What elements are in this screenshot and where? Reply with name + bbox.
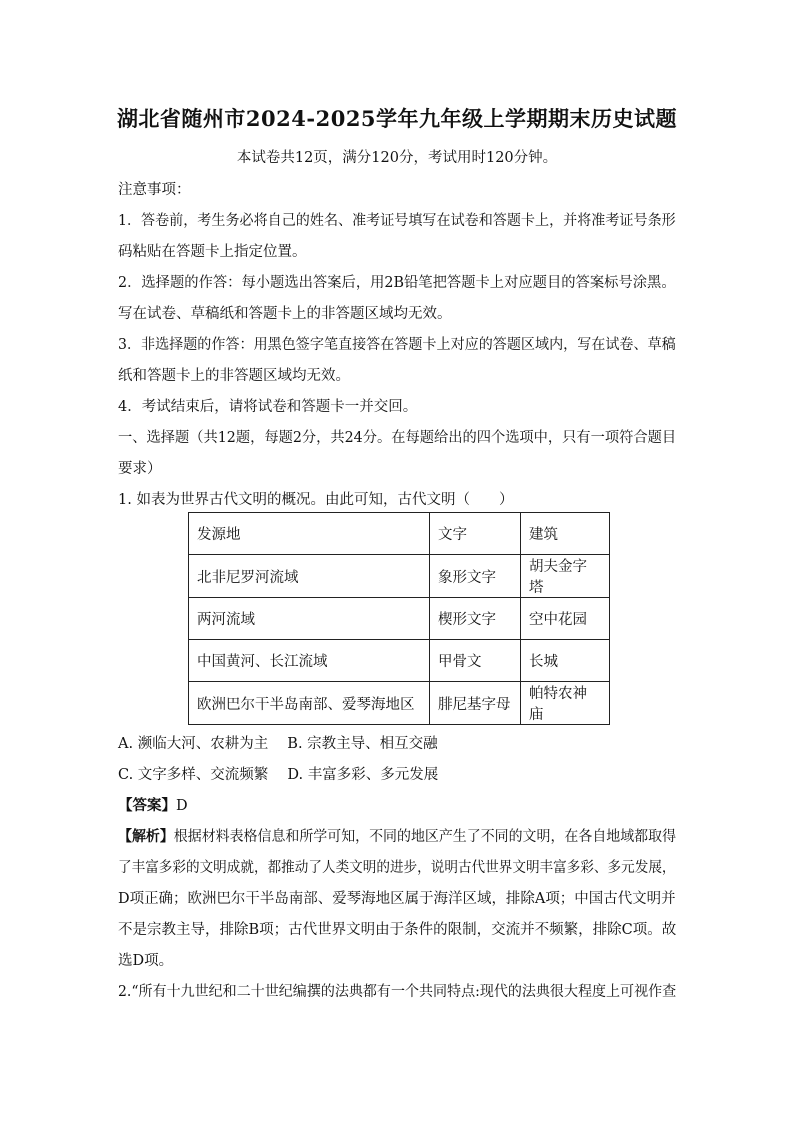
answer-line (118, 794, 188, 815)
note-line: 纸和答题卡上的非答题区域均无效。 (118, 368, 350, 384)
question-1-options-ab: A. 濒临大河、农耕为主 B. 宗教主导、相互交融 (118, 736, 438, 752)
analysis-line: 不是宗教主导，排除B项；古代世界文明由于条件的限制，交流并不频繁，排除C项。故 (118, 922, 677, 938)
note-line: 2．选择题的作答：每小题选出答案后，用2B铅笔把答题卡上对应题目的答案标号涂黑。 (118, 275, 676, 291)
question-1-options-cd: C. 文字多样、交流频繁 D. 丰富多彩、多元发展 (118, 767, 439, 783)
notes-heading: 注意事项： (118, 182, 191, 198)
answer-label: 【答案】 (118, 797, 176, 814)
section-heading-cont: 要求） (118, 461, 162, 477)
analysis-line: D项正确；欧洲巴尔干半岛南部、爱琴海地区属于海洋区域，排除A项；中国古代文明并 (118, 891, 676, 907)
question-1-stem: 1. 如表为世界古代文明的概况。由此可知，古代文明（ ） (118, 492, 514, 508)
table-cell: 长城 (521, 640, 610, 682)
table-row (189, 640, 610, 682)
table-header-row (189, 513, 610, 555)
table-cell: 中国黄河、长江流域 (189, 640, 430, 682)
table-header: 文字 (430, 513, 521, 555)
note-line: 3．非选择题的作答：用黑色签字笔直接答在答题卡上对应的答题区域内，写在试卷、草稿 (118, 337, 676, 353)
note-line: 1．答卷前，考生务必将自己的姓名、准考证号填写在试卷和答题卡上，并将准考证号条形 (118, 213, 676, 229)
table-cell: 象形文字 (430, 555, 521, 598)
note-line: 4．考试结束后，请将试卷和答题卡一并交回。 (118, 399, 418, 415)
table-header: 建筑 (521, 513, 610, 555)
table-cell: 空中花园 (521, 598, 610, 640)
analysis-text: 根据材料表格信息和所学可知，不同的地区产生了不同的文明，在各自地域都取得 (173, 829, 677, 845)
table-header: 发源地 (189, 513, 430, 555)
question-2-stem: 2.“所有十九世纪和二十世纪编撰的法典都有一个共同特点:现代的法典很大程度上可视作查 (118, 984, 677, 1000)
analysis-line: 选D项。 (118, 953, 174, 969)
page-title: 湖北省随州市2024-2025学年九年级上学期期末历史试题 (116, 106, 678, 131)
note-line: 写在试卷、草稿纸和答题卡上的非答题区域均无效。 (118, 306, 452, 322)
table-cell: 两河流域 (189, 598, 430, 640)
civilization-table (188, 512, 610, 725)
table-cell: 北非尼罗河流域 (189, 555, 430, 598)
table-cell: 腓尼基字母 (430, 682, 521, 725)
analysis-line: 了丰富多彩的文明成就，都推动了人类文明的进步，说明古代世界文明丰富多彩、多元发展， (118, 860, 676, 876)
analysis-label: 【解析】 (118, 828, 174, 845)
table-cell: 欧洲巴尔干半岛南部、爱琴海地区 (189, 682, 430, 725)
table-row (189, 682, 610, 725)
table-cell: 楔形文字 (430, 598, 521, 640)
table-cell: 帕特农神庙 (521, 682, 610, 725)
answer-value: D (176, 798, 188, 814)
table-row (189, 598, 610, 640)
section-heading: 一、选择题（共12题，每题2分，共24分。在每题给出的四个选项中，只有一项符合题目 (118, 430, 677, 446)
exam-info: 本试卷共12页，满分120分，考试用时120分钟。 (236, 150, 558, 166)
table-cell: 胡夫金字塔 (521, 555, 610, 598)
note-line: 码粘贴在答题卡上指定位置。 (118, 244, 307, 260)
table-row (189, 555, 610, 598)
analysis-line (118, 825, 676, 846)
table-cell: 甲骨文 (430, 640, 521, 682)
